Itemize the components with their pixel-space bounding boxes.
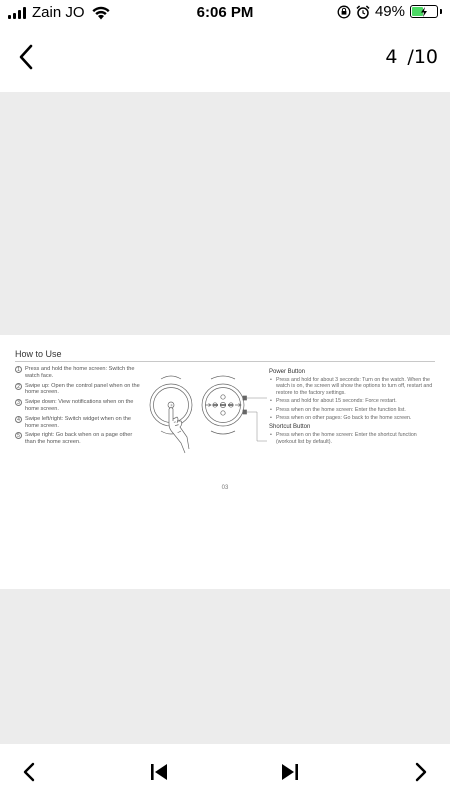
clock: 6:06 PM (196, 4, 254, 21)
title-divider (15, 361, 435, 362)
gesture-steps-list (15, 366, 140, 449)
page-number: 03 (221, 485, 229, 491)
page-indicator (385, 46, 438, 68)
list-item: • Press when on the home screen: Enter the function list. (269, 407, 435, 413)
battery-charging-icon (410, 5, 438, 18)
bottom-toolbar (0, 744, 450, 800)
shortcut-button-list (269, 432, 435, 445)
list-item: 1 Press and hold the home screen: Switch the watch face. (15, 366, 140, 380)
next-page-button[interactable] (406, 758, 436, 786)
watch-illustration (147, 369, 267, 465)
orientation-lock-icon (337, 5, 351, 19)
list-item: • Press and hold for about 15 seconds: Force restart. (269, 398, 435, 404)
last-page-icon[interactable] (279, 762, 301, 782)
last-page-button[interactable] (275, 758, 305, 786)
carrier-name: Zain JO (32, 4, 85, 21)
list-item: 2 Swipe up: Open the control panel when on the home screen. (15, 383, 140, 397)
current-page: 4 (385, 46, 398, 68)
svg-text:①: ① (170, 403, 174, 408)
buttons-description (269, 369, 435, 448)
alarm-icon (356, 5, 370, 19)
list-item: 3 Swipe down: View notifications when on the home screen. (15, 399, 140, 413)
power-button-heading: Power Button (269, 369, 306, 375)
status-bar (0, 0, 450, 28)
battery-percent: 49% (374, 3, 405, 20)
shortcut-button-heading: Shortcut Button (269, 424, 311, 431)
document-viewer[interactable] (0, 92, 450, 744)
first-page-icon[interactable] (148, 762, 170, 782)
nav-bar (0, 28, 450, 90)
list-item: • Press when on the home screen: Enter the shortcut function (workout list by default). (269, 432, 435, 445)
callout-lines (247, 398, 268, 441)
list-item: • Press when on other pages: Go back to the home screen. (269, 415, 435, 421)
first-page-button[interactable] (144, 758, 174, 786)
section-title: How to Use (15, 349, 62, 359)
list-item: • Press and hold for about 3 seconds: Turn on the watch. When the watch is on, the screen will show the options to turn off, restart and restore to the factory settings. (269, 377, 435, 396)
list-item: 5 Swipe right: Go back when on a page other than the home screen. (15, 432, 140, 446)
previous-page-button[interactable] (14, 758, 44, 786)
watch-right-drawing (202, 376, 247, 434)
chevron-left-icon[interactable] (12, 40, 44, 76)
power-button-list (269, 377, 435, 421)
previous-page-icon[interactable] (19, 761, 39, 783)
back-button[interactable] (12, 40, 44, 76)
list-item: 4 Swipe left/right: Switch widget when on the home screen. (15, 416, 140, 430)
next-page-icon[interactable] (411, 761, 431, 783)
document-page[interactable] (0, 335, 450, 589)
total-pages: /10 (407, 46, 438, 68)
